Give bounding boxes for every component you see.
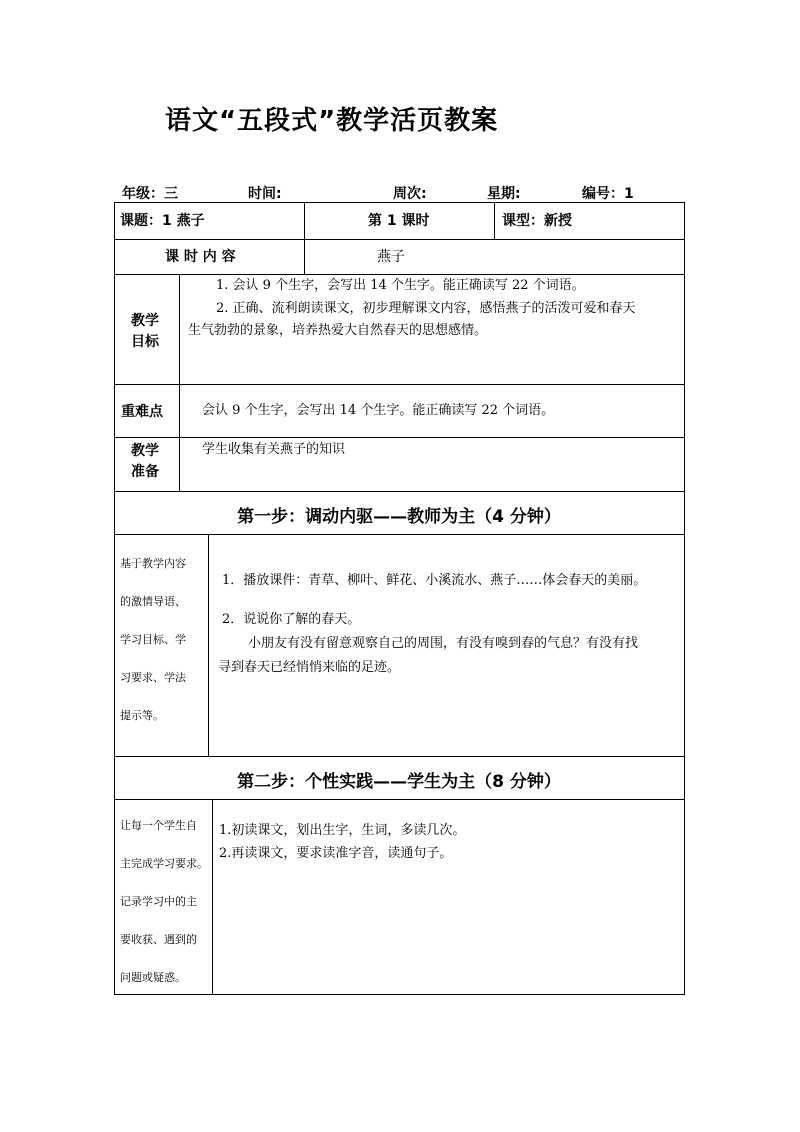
time-label: 时间:	[248, 186, 282, 202]
step1-heading: 第一步：调动内驱——教师为主（4 分钟）	[237, 507, 561, 527]
step1-side-notes	[120, 545, 186, 735]
goals-label-1: 教学	[131, 313, 159, 329]
week-label: 周次:	[393, 186, 427, 202]
goals-label-2: 目标	[131, 334, 159, 350]
step1-line-4: 寻到春天已经悄悄来临的足迹。	[218, 660, 401, 675]
step2-side-line: 记录学习中的主	[120, 895, 197, 908]
step1-side-line: 学习目标、学	[120, 633, 186, 646]
step2-side-line: 要收获、遇到的	[120, 933, 197, 946]
key-points-label: 重难点	[121, 404, 163, 420]
step1-line-1: 1．播放课件：青草、柳叶、鲜花、小溪流水、燕子……体会春天的美丽。	[222, 573, 647, 588]
step2-line-1: 1.初读课文，划出生字，生词，多读几次。	[219, 823, 466, 838]
step1-side-line: 习要求、学法	[120, 671, 186, 684]
lesson-topic: 课题：1 燕子	[120, 213, 205, 229]
key-points-text: 会认 9 个生字，会写出 14 个生字。能正确读写 22 个词语。	[202, 403, 555, 418]
lesson-period: 第 1 课时	[368, 213, 430, 229]
step1-side-line: 基于教学内容	[120, 557, 186, 570]
content-value: 燕子	[377, 249, 405, 265]
weekday-label: 星期:	[487, 186, 521, 202]
step1-line-2: 2．说说你了解的春天。	[222, 612, 361, 627]
step1-side-line: 的激情导语、	[120, 595, 186, 608]
content-label: 课 时 内 容	[165, 249, 236, 265]
step2-side-notes	[120, 807, 208, 997]
step2-line-2: 2.再读课文，要求读准字音，读通句子。	[219, 846, 453, 861]
step2-side-line: 让每一个学生自	[120, 819, 197, 832]
goals-line-1: 1. 会认 9 个生字，会写出 14 个生字。能正确读写 22 个词语。	[216, 278, 585, 293]
step1-line-3: 小朋友有没有留意观察自己的周围，有没有嗅到春的气息？有没有找	[248, 636, 639, 651]
goals-line-3: 生气勃勃的景象，培养热爱大自然春天的思想感情。	[188, 323, 488, 338]
step2-heading: 第二步：个性实践——学生为主（8 分钟）	[237, 772, 561, 792]
grade-label: 年级：三	[122, 186, 178, 202]
prep-label-2: 准备	[131, 464, 159, 480]
step2-side-line: 主完成学习要求。	[120, 857, 208, 870]
step1-side-line: 提示等。	[120, 709, 164, 722]
goals-line-2: 2. 正确、流利朗读课文，初步理解课文内容，感悟燕子的活泼可爱和春天	[216, 301, 636, 316]
prep-text: 学生收集有关燕子的知识	[202, 442, 346, 457]
page-title: 语文“五段式”教学活页教案	[165, 106, 499, 136]
step2-side-line: 问题或疑惑。	[120, 971, 186, 984]
lesson-type: 课型：新授	[502, 213, 572, 229]
prep-label-1: 教学	[131, 443, 159, 459]
number-label: 编号：1	[582, 186, 634, 202]
